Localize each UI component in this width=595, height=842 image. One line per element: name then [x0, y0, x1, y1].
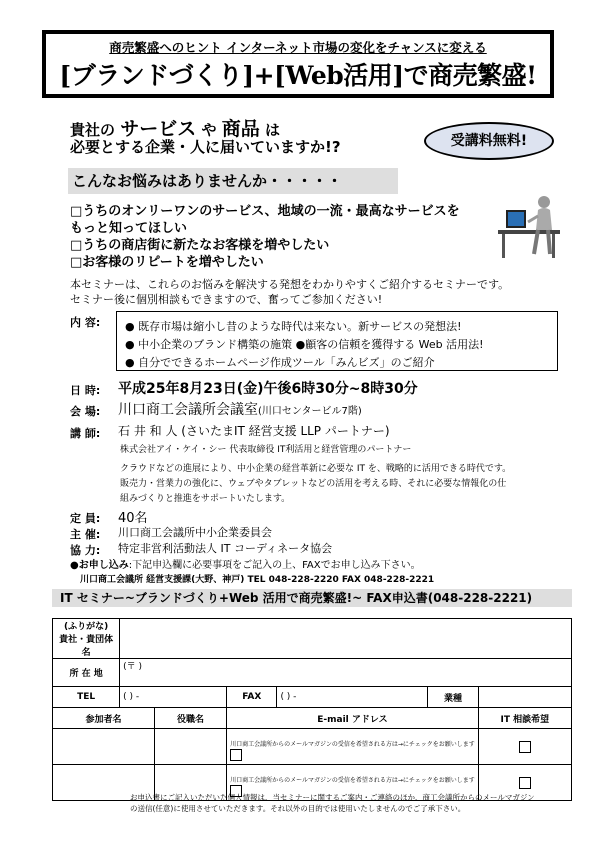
capacity-label: 定 員: — [70, 512, 101, 525]
email-field[interactable]: 川口商工会議所からのメールマガジンの受信を希望される方は→にチェックをお願いします — [227, 729, 479, 765]
apply-contact: 川口商工会議所 経営支援課(大野、神戸) TEL 048-228-2220 FAX 048-228-2221 — [80, 575, 435, 585]
email-field[interactable]: 川口商工会議所からのメールマガジンの受信を希望される方は→にチェックをお願いします — [227, 765, 479, 801]
datetime-value: 平成25年8月23日(金)午後6時30分~8時30分 — [118, 381, 418, 397]
coop-label: 協 力: — [70, 544, 101, 557]
content-item: ● 中小企業のブランド構築の施策 ●顧客の信頼を獲得する Web 活用法! — [125, 338, 484, 351]
intro-line: 本セミナーは、これらのお悩みを解決する発想をわかりやすくご紹介するセミナーです。 — [70, 278, 510, 291]
host-value: 川口商工会議所中小企業委員会 — [118, 526, 272, 539]
apply-line: ●お申し込み:下記申込欄に必要事項をご記入の上、FAXでお申し込み下さい。 — [70, 560, 421, 571]
content-item: ● 自分でできるホームページ作成ツール「みんビズ」のご紹介 — [125, 356, 435, 369]
consult-checkbox[interactable] — [519, 777, 531, 789]
free-badge: 受講料無料! — [424, 122, 554, 160]
tel-label: TEL — [53, 687, 120, 708]
lecturer-name: 石 井 和 人 (さいたまIT 経営支援 LLP パートナー) — [118, 424, 390, 438]
lecturer-line: クラウドなどの進展により、中小企業の経営革新に必要な IT を、戦略的に活用できる時代です。 — [120, 464, 512, 474]
person-computer-icon — [488, 190, 568, 262]
worry-item: もっと知ってほしい — [70, 221, 188, 236]
footer-line: お申込書にご記入いただいた個人情報は、当セミナーに関するご案内・ご連絡のほか、商工会議所からのメールマガジン — [130, 793, 535, 802]
lecturer-line: 販売力・営業力の強化に、ウェブやタブレットなどの活用を考える時、それに必要な情報化の仕 — [120, 479, 507, 489]
question-line-2: 必要とする企業・人に届いていますか!? — [70, 138, 341, 156]
consult-checkbox[interactable] — [519, 741, 531, 753]
content-label: 内 容: — [70, 316, 101, 329]
lecturer-label: 講 師: — [70, 427, 101, 440]
lecturer-line: 組みづくりと推進をサポートいたします。 — [120, 494, 291, 504]
consult-cell — [478, 729, 571, 765]
banner-title: [ブランドづくり]+[Web活用]で商売繁盛! — [59, 61, 537, 90]
worry-item: □うちの商店街に新たなお客様を増やしたい — [70, 238, 330, 253]
address-label: 所 在 地 — [53, 659, 120, 687]
company-field[interactable] — [120, 619, 572, 659]
question-line-1: 貴社の サービス や 商品 は — [70, 118, 281, 140]
address-field[interactable]: (〒 ) — [120, 659, 572, 687]
worry-heading: こんなお悩みはありませんか・・・・・ — [68, 168, 398, 194]
content-item: ● 既存市場は縮小し昔のような時代は来ない。新サービスの発想法! — [125, 320, 462, 333]
col-email: E-mail アドレス — [227, 708, 479, 729]
fax-label: FAX — [227, 687, 277, 708]
participant-title-field[interactable] — [154, 729, 226, 765]
tel-field[interactable]: ( ) - — [120, 687, 227, 708]
industry-field[interactable] — [478, 687, 571, 708]
worry-item: □うちのオンリーワンのサービス、地域の一流・最高なサービスを — [70, 204, 460, 219]
datetime-label: 日 時: — [70, 384, 101, 397]
col-consult: IT 相談希望 — [478, 708, 571, 729]
company-label: (ふりがな) 貴社・貴団体名 — [53, 619, 120, 659]
title-banner — [42, 30, 554, 98]
participant-name-field[interactable] — [53, 729, 155, 765]
fax-bar: IT セミナー~ブランドづくり+Web 活用で商売繁盛!~ FAX申込書(048-228-2221) — [52, 589, 572, 607]
mail-checkbox[interactable] — [230, 749, 242, 761]
fax-field[interactable]: ( ) - — [277, 687, 428, 708]
content-box — [116, 311, 558, 371]
col-title: 役職名 — [154, 708, 226, 729]
coop-value: 特定非営利活動法人 IT コーディネータ協会 — [118, 542, 333, 555]
industry-label: 業種 — [428, 687, 478, 708]
intro-line: セミナー後に個別相談もできますので、奮ってご参加ください! — [70, 293, 383, 306]
capacity-value: 40名 — [118, 511, 148, 526]
worry-item: □お客様のリピートを増やしたい — [70, 255, 264, 270]
banner-subtitle: 商売繁盛へのヒント インターネット市場の変化をチャンスに変える — [109, 40, 487, 55]
application-form — [52, 618, 572, 801]
footer-line: の送信(任意)に使用させていただきます。それ以外の目的では使用いたしませんのでご了承下さい。 — [130, 804, 466, 813]
venue-value: 川口商工会議所会議室(川口センタービル7階) — [118, 402, 362, 418]
host-label: 主 催: — [70, 528, 101, 541]
col-participant: 参加者名 — [53, 708, 155, 729]
lecturer-line: 株式会社アイ・ケイ・シー 代表取締役 IT利活用と経営管理のパートナー — [120, 445, 412, 455]
venue-label: 会 場: — [70, 405, 101, 418]
